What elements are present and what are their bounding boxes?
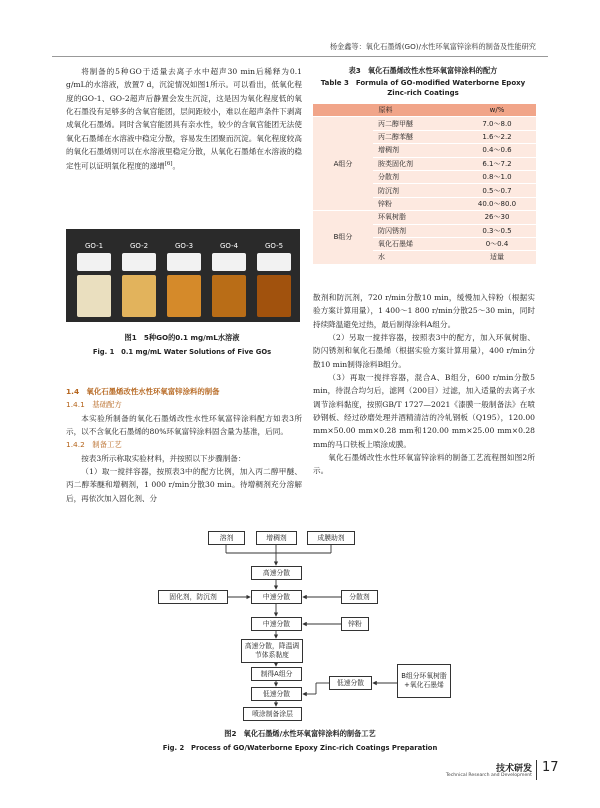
vial-label: GO-5 [264, 242, 284, 250]
flow-low-speed-1: 低速分散 [329, 676, 372, 690]
vial-label: GO-1 [84, 242, 104, 250]
vial-liquid [257, 275, 291, 317]
table-cell-value: 适量 [458, 251, 536, 264]
left-column-top [66, 65, 302, 173]
figure-2-caption-en: Fig. 2 Process of GO/Waterborne Epoxy Zinc-rich Coatings Preparation [162, 744, 438, 752]
vial-cap [77, 253, 111, 271]
page-number: 17 [542, 760, 559, 775]
subsection-heading-1-4-2: 1.4.2 制备工艺 [66, 440, 122, 450]
paragraph-step-2: （2）另取一搅拌容器，按照表3中的配方，加入环氧树脂、防闪锈剂和氧化石墨烯（根据实验方案计算用量），400 r/min分散10 min制得涂料B组分。 [313, 333, 535, 369]
flow-spray-coating: 喷涂制备涂层 [243, 707, 302, 721]
table-cell-material: 防闪锈剂 [373, 224, 458, 237]
table-cell-value: 6.1～7.2 [458, 157, 536, 170]
table-cell-material: 环氧树脂 [373, 211, 458, 224]
flow-zinc-powder: 锌粉 [341, 617, 369, 631]
footer-journal-en: Technical Research and Development [445, 773, 532, 778]
table-cell-value: 0.5～0.7 [458, 184, 536, 197]
flow-mid-speed-2: 中速分散 [251, 617, 302, 631]
table-3-title-en-line2: Zinc-rich Coatings [387, 89, 459, 97]
table-cell-material: 氧化石墨烯 [373, 237, 458, 250]
table-3 [313, 104, 536, 265]
flow-high-speed-2: 高速分散，降温调节体系黏度 [241, 639, 303, 663]
table-cell-material: 水 [373, 251, 458, 264]
table-cell-value: 40.0～80.0 [458, 197, 536, 210]
vial-2 [120, 243, 158, 319]
figure-1-caption-cn: 图1 5种GO的0.1 mg/mL水溶液 [124, 333, 240, 342]
flow-low-speed-2: 低速分散 [251, 687, 302, 701]
table-row [313, 117, 536, 130]
vial-5 [255, 243, 293, 319]
table-cell-material: 丙二醇甲醚 [373, 117, 458, 130]
flow-make-a: 制得A组分 [251, 667, 302, 681]
vial-liquid [212, 275, 246, 317]
right-column-text [313, 291, 535, 478]
flow-film-aid: 成膜助剂 [307, 531, 355, 545]
vial-3 [165, 243, 203, 319]
flow-solvent: 溶剂 [208, 531, 245, 545]
vial-cap [122, 253, 156, 271]
vial-liquid [122, 275, 156, 317]
table-3-title-cn: 表3 氧化石墨烯改性水性环氧富锌涂料的配方 [348, 66, 498, 75]
table-cell-value: 0.4～0.6 [458, 144, 536, 157]
vial-cap [257, 253, 291, 271]
figure-1-caption-en: Fig. 1 0.1 mg/mL Water Solutions of Five GOs [92, 348, 272, 356]
table-cell-material: 胺类固化剂 [373, 157, 458, 170]
paragraph-step-1-cont: 散剂和防沉剂，720 r/min分散10 min，缓慢加入锌粉（根据实验方案计算用量），1 400～1 800 r/min分散25～30 min，同时持续降温避免过热，最后制得涂料A组分。 [313, 293, 535, 329]
vial-cap [167, 253, 201, 271]
vial-liquid [167, 275, 201, 317]
vial-label: GO-3 [174, 242, 194, 250]
table-3-body [313, 104, 536, 264]
table-cell-value: 7.0～8.0 [458, 117, 536, 130]
citation-ref: [6] [164, 161, 173, 168]
subsection-heading-1-4-1: 1.4.1 基础配方 [66, 400, 122, 410]
table-header-row [313, 104, 536, 117]
table-header-mass-fraction: w/% [458, 104, 536, 117]
paragraph-formula: 本实验所制备的氧化石墨烯改性水性环氧富锌涂料配方如表3所示，以不含氧化石墨烯的80%环氧富锌涂料固含量为基准，后同。 [66, 413, 302, 437]
table-3-title-en-line1: Table 3 Formula of GO-modified Waterborne Epoxy [320, 79, 526, 87]
vial-label: GO-4 [219, 242, 239, 250]
flow-thickener: 增稠剂 [256, 531, 297, 545]
table-cell-material: 增稠剂 [373, 144, 458, 157]
table-cell-value: 26～30 [458, 211, 536, 224]
table-cell-material: 分散剂 [373, 170, 458, 183]
vial-liquid [77, 275, 111, 317]
table-row [313, 211, 536, 224]
flow-curing-agent: 固化剂，防沉剂 [158, 590, 228, 604]
running-header: 杨金鑫等：氧化石墨烯(GO)/水性环氧富锌涂料的制备及性能研究 [329, 42, 536, 51]
table-group-cell: B组分 [313, 211, 373, 265]
section-heading-1-4: 1.4 氧化石墨烯改性水性环氧富锌涂料的制备 [66, 387, 220, 396]
vial-cap [212, 253, 246, 271]
flow-mid-speed-1: 中速分散 [251, 590, 302, 604]
table-header-material: 原料 [313, 104, 458, 117]
table-cell-value: 0.8～1.0 [458, 170, 536, 183]
vial-label: GO-2 [129, 242, 149, 250]
table-cell-material: 防沉剂 [373, 184, 458, 197]
table-cell-material: 丙二醇苯醚 [373, 130, 458, 143]
paragraph-steps-intro: 按表3所示称取实验材料，并按照以下步骤制备： [81, 453, 246, 463]
footer-divider [536, 760, 537, 780]
table-group-cell: A组分 [313, 117, 373, 211]
flow-b-component: B组分环氧树脂+氧化石墨烯 [397, 664, 451, 698]
paragraph-step-3: （3）再取一搅拌容器，混合A、B组分，600 r/min分散5 min，待混合均匀后，滤网（200目）过滤，加入适量的去离子水调节涂料黏度，按照GB/T 1727—2021《漆膜一般制备法》在喷砂钢板、经过砂磨处理并酒精清洁的冷轧钢板（Q195），120.00 mm×50.00 mm×0.28 mm和120.00 mm×25.00 mm×0.28 mm的马口铁板上喷涂成膜。 [313, 373, 535, 449]
vial-1 [75, 243, 113, 319]
figure-2-caption-cn: 图2 氧化石墨烯/水性环氧富锌涂料的制备工艺 [224, 729, 376, 738]
left-column-bottom [66, 385, 302, 505]
paragraph-flow-ref: 氧化石墨烯改性水性环氧富锌涂料的制备工艺流程图如图2所示。 [313, 453, 535, 476]
table-cell-value: 0～0.4 [458, 237, 536, 250]
footer-journal-cn: 技术研发 [495, 764, 532, 774]
paragraph-go-stability: 将制备的5种GO于适量去离子水中超声30 min后稀释为0.1 g/mL的水溶液，放置7 d，沉淀情况如图1所示。可以看出，低氧化程度的GO-1、GO-2超声后静置会发生沉淀，这是因为氧化程度低的氧化石墨没有足够多的含氧官能团，层间距较小，难以在超声条件下剥离成氧化石墨烯。同时含氧官能团具有亲水性，较少的含氧官能团无法使氧化石墨烯在水溶液中稳定分散，容易发生团聚而沉淀。氧化程度较高的氧化石墨烯则可以在水溶液里稳定分散，从氧化石墨烯在水溶液的稳定性可以证明氧化程度的递增[6]。 [66, 67, 302, 171]
header-rule [52, 56, 548, 57]
paragraph-step-1: （1）取一搅拌容器，按照表3中的配方比例，加入丙二醇甲醚、丙二醇苯醚和增稠剂，1 000 r/min分散30 min。待增稠剂充分溶解后，再依次加入固化剂、分 [66, 467, 302, 503]
vial-4 [210, 243, 248, 319]
flow-dispersant: 分散剂 [341, 590, 378, 604]
table-cell-value: 0.3～0.5 [458, 224, 536, 237]
flow-high-speed-1: 高速分散 [251, 566, 302, 580]
table-cell-material: 锌粉 [373, 197, 458, 210]
table-cell-value: 1.6～2.2 [458, 130, 536, 143]
figure-1-photo [66, 229, 300, 322]
